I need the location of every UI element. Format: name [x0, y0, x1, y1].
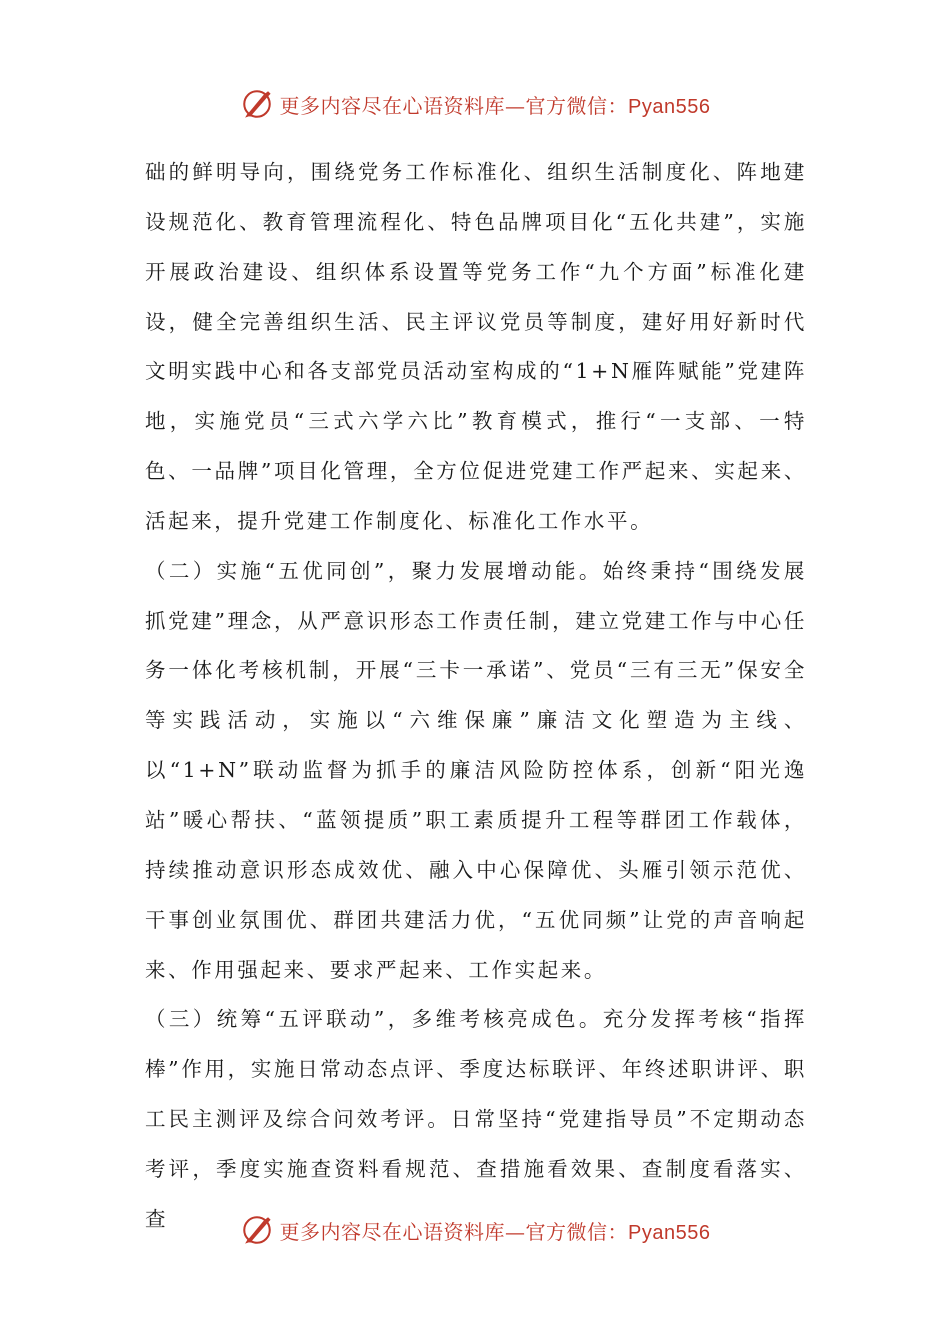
footer-wechat-id: Pyan556	[628, 1221, 711, 1244]
header-wechat-id: Pyan556	[628, 95, 711, 118]
paragraph-2: （二）实施“五优同创”，聚力发展增动能。始终秉持“围绕发展抓党建”理念，从严意识形态工作责任制，建立党建工作与中心任务一体化考核机制，开展“三卡一承诺”、党员“三有三无”保安全等实践活动，实施以“六维保廉”廉洁文化塑造为主线、以“1+N”联动监督为抓手的廉洁风险防控体系，创新“阳光逸站”暖心帮扶、“蓝领提质”职工素质提升工程等群团工作载体，持续推动意识形态成效优、融入中心保障优、头雁引领示范优、干事创业氛围优、群团共建活力优，“五优同频”让党的声音响起来、作用强起来、要求严起来、工作实起来。	[145, 558, 807, 982]
pen-logo-icon	[240, 1213, 274, 1247]
header-banner-text: 更多内容尽在心语资料库—官方微信：Pyan556	[279, 93, 711, 118]
paragraph-3: （三）统筹“五评联动”，多维考核亮成色。充分发挥考核“指挥棒”作用，实施日常动态点评、季度达标联评、年终述职讲评、职工民主测评及综合问效考评。日常坚持“党建指导员”不定期动态考评，季度实施查资料看规范、查措施看效果、查制度看落实、查	[145, 1007, 807, 1231]
footer-banner-text: 更多内容尽在心语资料库—官方微信：Pyan556	[279, 1219, 711, 1244]
pen-logo-icon	[240, 87, 274, 121]
footer-banner	[0, 1210, 950, 1250]
paragraph-1: 础的鲜明导向，围绕党务工作标准化、组织生活制度化、阵地建设规范化、教育管理流程化、特色品牌项目化“五化共建”，实施开展政治建设、组织体系设置等党务工作“九个方面”标准化建设，健全完善组织生活、民主评议党员等制度，建好用好新时代文明实践中心和各支部党员活动室构成的“1+N雁阵赋能”党建阵地，实施党员“三式六学六比”教育模式，推行“一支部、一特色、一品牌”项目化管理，全方位促进党建工作严起来、实起来、活起来，提升党建工作制度化、标准化工作水平。	[145, 160, 807, 533]
document-body	[145, 148, 807, 1245]
header-banner	[0, 84, 950, 124]
